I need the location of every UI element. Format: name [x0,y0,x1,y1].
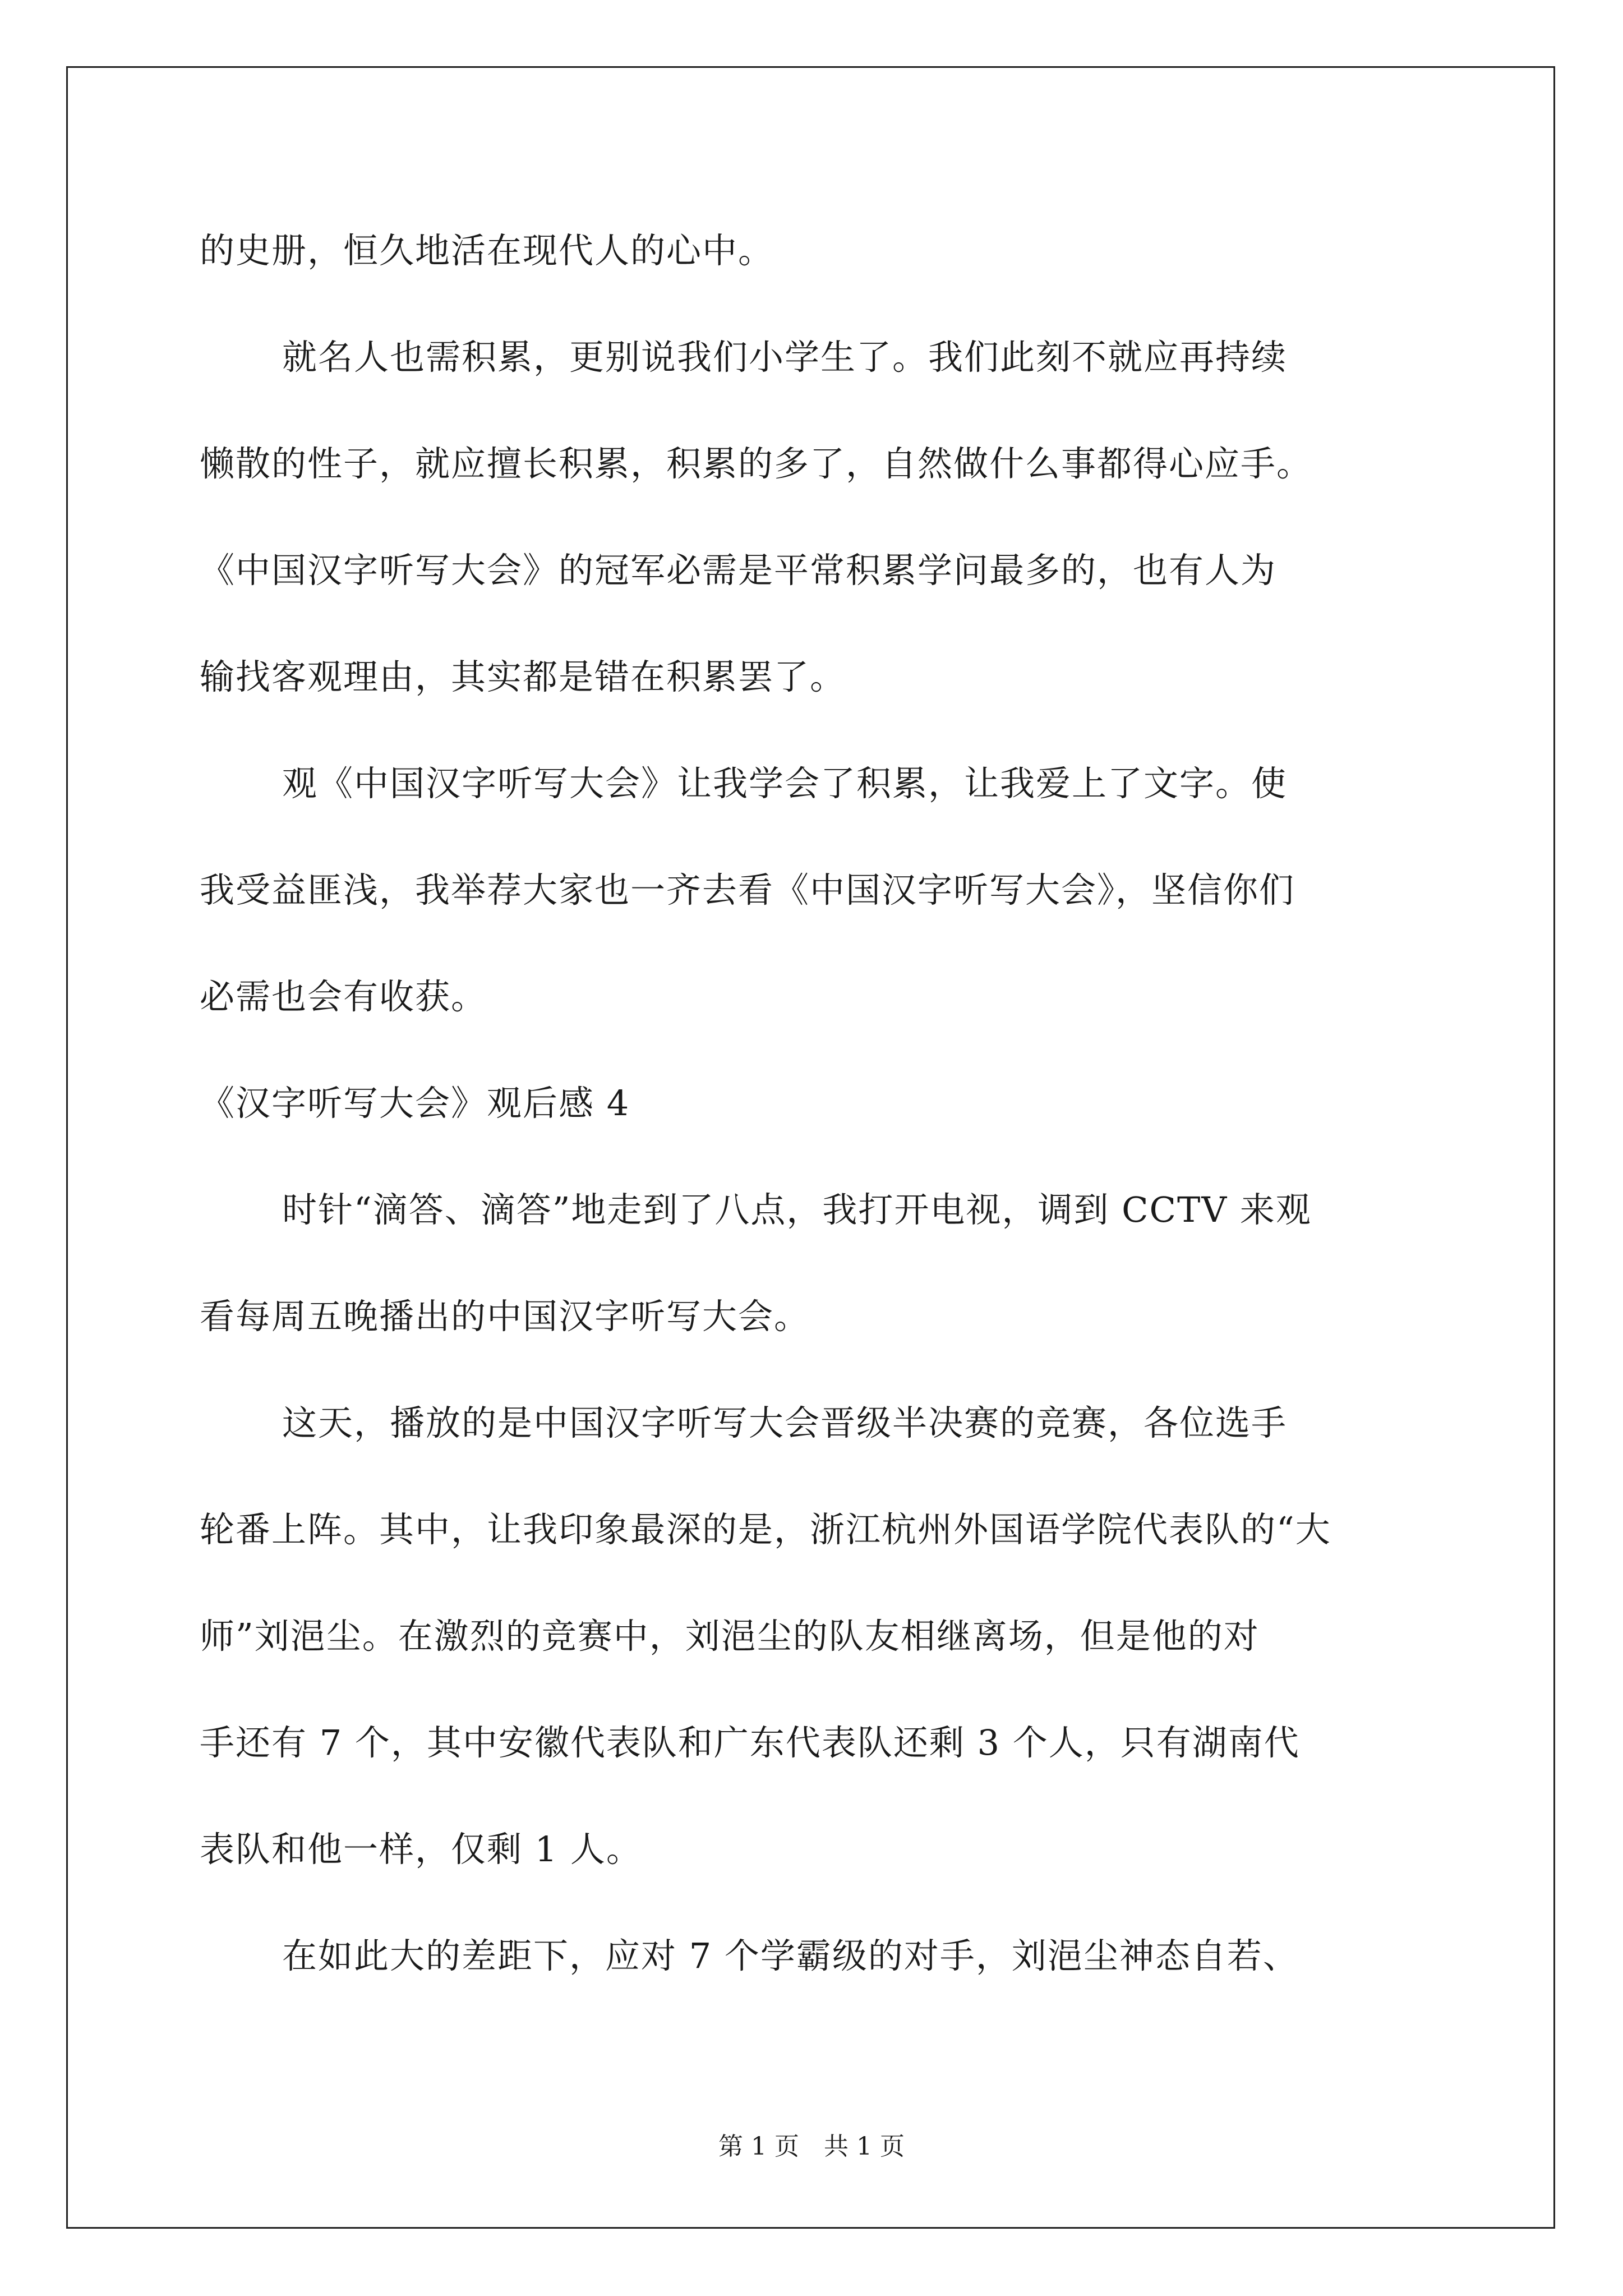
paragraph-line-10: 时针“滴答、滴答”地走到了八点，我打开电视，调到 CCTV 来观 [282,1189,1312,1230]
paragraph-line-3: 懒散的性子，就应擅长积累，积累的多了，自然做什么事都得心应手。 [200,443,1313,484]
text-line-1: 的史册，恒久地活在现代人的心中。 [200,230,774,271]
paragraph-line-16: 表队和他一样，仅剩 1 人。 [200,1829,642,1870]
paragraph-line-5: 输找客观理由，其实都是错在积累罢了。 [200,656,846,697]
paragraph-line-6: 观《中国汉字听写大会》让我学会了积累，让我爱上了文字。使 [282,763,1288,804]
page-border [66,66,1555,2229]
paragraph-line-15: 手还有 7 个，其中安徽代表队和广东代表队还剩 3 个人，只有湖南代 [200,1722,1300,1763]
section-heading: 《汉字听写大会》观后感 4 [200,1083,630,1124]
paragraph-line-17: 在如此大的差距下，应对 7 个学霸级的对手，刘浥尘神态自若、 [282,1935,1299,1976]
paragraph-line-2: 就名人也需积累，更别说我们小学生了。我们此刻不就应再持续 [282,337,1288,378]
paragraph-line-14: 师”刘浥尘。在激烈的竞赛中，刘浥尘的队友相继离场，但是他的对 [200,1616,1260,1657]
paragraph-line-13: 轮番上阵。其中，让我印象最深的是，浙江杭州外国语学院代表队的“大 [200,1509,1331,1550]
paragraph-line-12: 这天，播放的是中国汉字听写大会晋级半决赛的竞赛，各位选手 [282,1402,1288,1443]
paragraph-line-11: 看每周五晚播出的中国汉字听写大会。 [200,1296,810,1337]
paragraph-line-7: 我受益匪浅，我举荐大家也一齐去看《中国汉字听写大会》，坚信你们 [200,869,1295,910]
paragraph-line-4: 《中国汉字听写大会》的冠军必需是平常积累学问最多的，也有人为 [200,550,1277,591]
paragraph-line-8: 必需也会有收获。 [200,976,487,1017]
page-footer: 第 1 页 共 1 页 [718,2132,905,2161]
